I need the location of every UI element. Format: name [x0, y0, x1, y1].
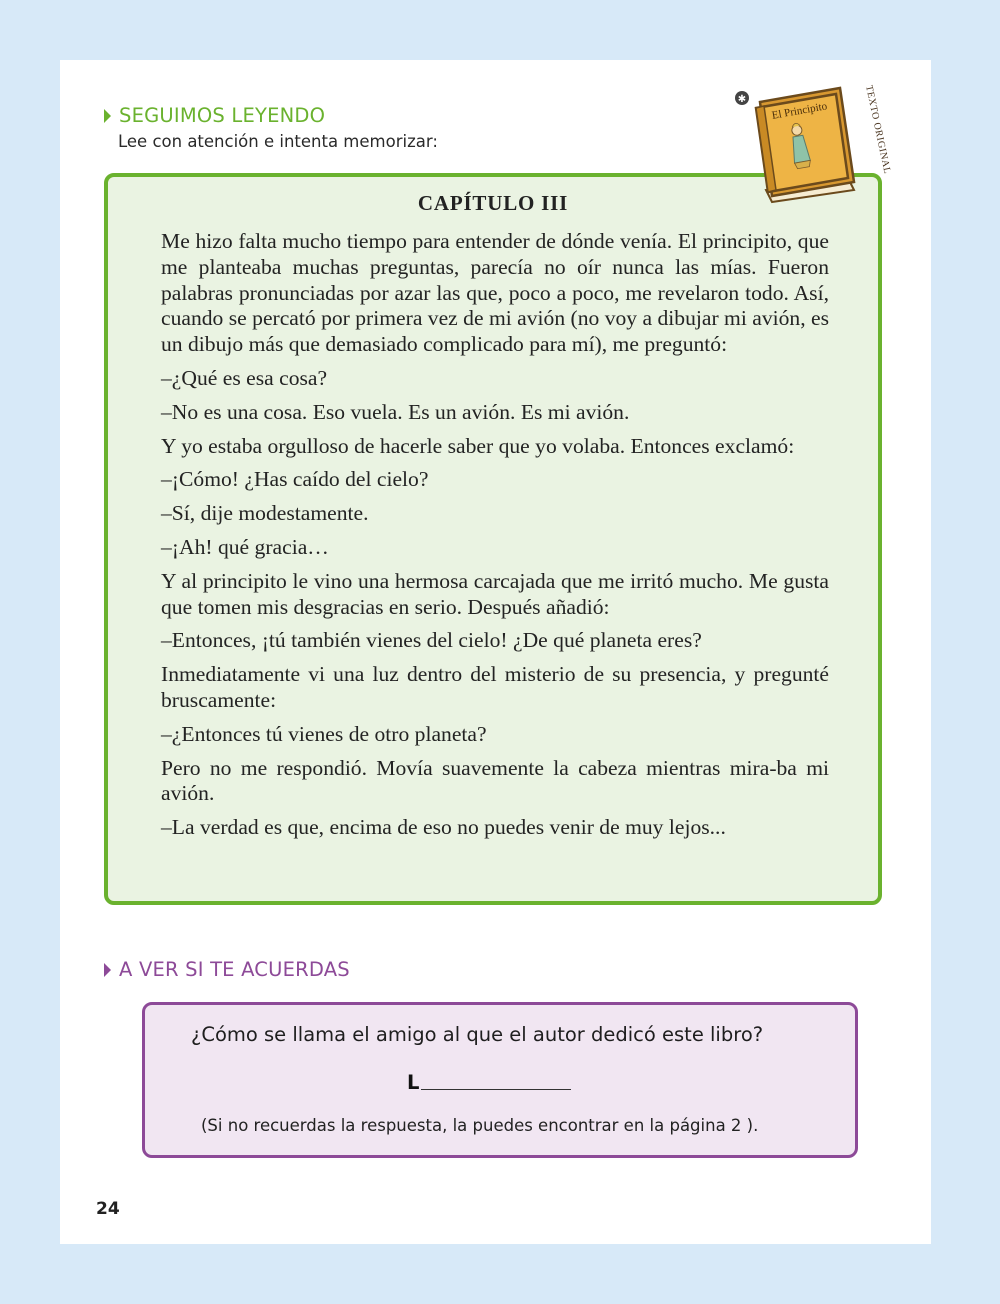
paragraph: –Entonces, ¡tú también vienes del cielo! ¿De qué planeta eres? [161, 628, 702, 653]
section-title-a-ver-si-te-acuerdas [104, 958, 350, 981]
question-box [142, 1002, 858, 1158]
book-title: El Principito [770, 100, 829, 122]
paragraph: –¿Entonces tú vienes de otro planeta? [161, 721, 487, 746]
svg-text:✱: ✱ [737, 94, 747, 105]
triangle-bullet-icon [104, 109, 111, 123]
book-icon [728, 78, 893, 208]
paragraph: –¡Ah! qué gracia… [161, 534, 329, 559]
instruction-text: Lee con atención e intenta memorizar: [118, 132, 438, 151]
section-title-text: SEGUIMOS LEYENDO [119, 104, 326, 127]
answer-prefix: L [407, 1071, 420, 1094]
page [60, 60, 931, 1244]
paragraph: –No es una cosa. Eso vuela. Es un avión. Es mi avión. [161, 399, 630, 424]
paragraph: –Sí, dije modestamente. [161, 501, 369, 526]
paragraph: Y al principito le vino una hermosa carcajada que me irritó mucho. Me gusta que tomen mis desgracias en serio. Después añadió: [161, 568, 829, 619]
answer-blank-line[interactable] [421, 1089, 571, 1090]
paragraph: –¿Qué es esa cosa? [161, 365, 328, 390]
reading-box [104, 173, 882, 905]
paragraph: –¡Cómo! ¿Has caído del cielo? [161, 467, 429, 492]
paragraph: Pero no me respondió. Movía suavemente la cabeza mientras mira-ba mi avión. [161, 755, 829, 806]
hint-text: (Si no recuerdas la respuesta, la puedes encontrar en la página 2 ). [201, 1116, 759, 1135]
page-number: 24 [96, 1199, 120, 1219]
chapter-title: CAPÍTULO III [417, 191, 569, 215]
section-title-seguimos-leyendo [104, 104, 325, 127]
paragraph: Inmediatamente vi una luz dentro del misterio de su presencia, y pregunté bruscamente: [161, 662, 829, 712]
paragraph: Y yo estaba orgulloso de hacerle saber que yo volaba. Entonces exclamó: [161, 433, 795, 458]
book-side-label: TEXTO ORIGINAL [863, 84, 893, 176]
answer-field[interactable] [407, 1071, 571, 1094]
question-text: ¿Cómo se llama el amigo al que el autor dedicó este libro? [191, 1023, 764, 1046]
triangle-bullet-icon [104, 963, 111, 977]
reading-text [161, 229, 829, 849]
paragraph: –La verdad es que, encima de eso no puedes venir de muy lejos... [161, 815, 726, 840]
section-title-text: A VER SI TE ACUERDAS [119, 958, 350, 981]
paragraph: Me hizo falta mucho tiempo para entender de dónde venía. El principito, que me planteaba muchas preguntas, parecía no oír nunca las mías. Fueron palabras pronunciadas por azar las que, poco a poco, me revelaron todo. Así, cuando se percató por primera vez de mi avión (no voy a dibujar mi avión, es un dibujo más que demasiado complicado para mí), me preguntó: [161, 229, 829, 357]
